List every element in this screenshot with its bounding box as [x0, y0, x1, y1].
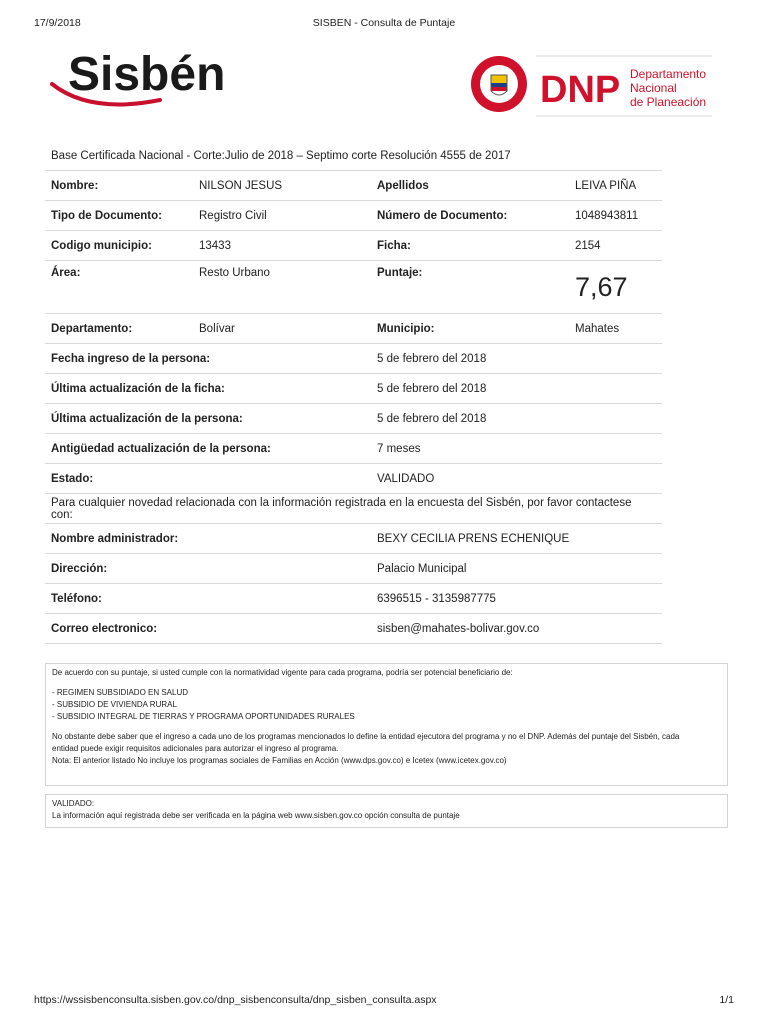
- area-puntaje-row: [45, 261, 662, 314]
- nombre-label: Nombre:: [45, 171, 193, 201]
- ficha-value: 2154: [569, 231, 662, 261]
- direccion-label: Dirección:: [45, 554, 371, 584]
- area-label: Área:: [45, 261, 193, 314]
- notice-item: - REGIMEN SUBSIDIADO EN SALUD: [52, 688, 189, 697]
- colombia-seal-icon: [471, 56, 527, 112]
- apellidos-value: LEIVA PIÑA: [569, 171, 662, 201]
- municipio-ficha-row: [45, 231, 662, 261]
- correo-value[interactable]: sisben@mahates-bolivar.gov.co: [371, 614, 662, 644]
- validado-text: La información aquí registrada debe ser verificada en la página web www.sisben.gov.co opción consulta de puntaje: [52, 811, 460, 820]
- municipio-label: Municipio:: [371, 314, 569, 344]
- validado-label: VALIDADO:: [52, 799, 95, 808]
- apellidos-label: Apellidos: [371, 171, 569, 201]
- admin-label: Nombre administrador:: [45, 524, 371, 554]
- antiguedad-label: Antigüedad actualización de la persona:: [45, 434, 371, 464]
- dnp-logo: [470, 55, 712, 117]
- base-title: Base Certificada Nacional - Corte:Julio de 2018 – Septimo corte Resolución 4555 de 2017: [45, 141, 662, 171]
- dnp-line3: de Planeación: [630, 95, 707, 109]
- nombre-value: NILSON JESUS: [193, 171, 371, 201]
- documento-row: [45, 201, 662, 231]
- direccion-value: Palacio Municipal: [371, 554, 662, 584]
- print-date: 17/9/2018: [34, 17, 81, 29]
- beneficiary-notice-box: [45, 663, 728, 786]
- notice-nota: Nota: El anterior listado No incluye los programas sociales de Familias en Acción (www.dps.gov.co) e Icetex (www.icetex.gov.co): [52, 756, 507, 765]
- act-persona-label: Última actualización de la persona:: [45, 404, 371, 434]
- sisben-logo-text: Sisbén: [68, 48, 226, 101]
- contact-intro: Para cualquier novedad relacionada con la información registrada en la encuesta del Sisbén, por favor contactese con:: [45, 494, 662, 524]
- fecha-ingreso-value: 5 de febrero del 2018: [371, 344, 662, 374]
- contact-intro-row: [45, 494, 662, 524]
- estado-row: [45, 464, 662, 494]
- base-title-row: [45, 141, 662, 171]
- num-doc-value: 1048943811: [569, 201, 662, 231]
- admin-row: [45, 524, 662, 554]
- estado-value: VALIDADO: [371, 464, 662, 494]
- notice-item: - SUBSIDIO INTEGRAL DE TIERRAS Y PROGRAMA OPORTUNIDADES RURALES: [52, 712, 355, 721]
- puntaje-score: 7,67: [575, 271, 628, 302]
- dnp-acronym: DNP: [540, 69, 621, 111]
- cod-municipio-value: 13433: [193, 231, 371, 261]
- cod-municipio-label: Codigo municipio:: [45, 231, 193, 261]
- municipio-value: Mahates: [569, 314, 662, 344]
- footer-page-count: 1/1: [719, 994, 734, 1006]
- departamento-value: Bolívar: [193, 314, 371, 344]
- puntaje-label: Puntaje:: [371, 261, 569, 314]
- num-doc-label: Número de Documento:: [371, 201, 569, 231]
- notice-item: - SUBSIDIO DE VIVIENDA RURAL: [52, 700, 177, 709]
- validado-box: [45, 794, 728, 828]
- fecha-ingreso-row: [45, 344, 662, 374]
- estado-label: Estado:: [45, 464, 371, 494]
- antiguedad-value: 7 meses: [371, 434, 662, 464]
- fecha-ingreso-label: Fecha ingreso de la persona:: [45, 344, 371, 374]
- direccion-row: [45, 554, 662, 584]
- telefono-label: Teléfono:: [45, 584, 371, 614]
- departamento-label: Departamento:: [45, 314, 193, 344]
- consulta-table: [45, 141, 662, 644]
- departamento-row: [45, 314, 662, 344]
- area-value: Resto Urbano: [193, 261, 371, 314]
- admin-value: BEXY CECILIA PRENS ECHENIQUE: [371, 524, 662, 554]
- act-ficha-value: 5 de febrero del 2018: [371, 374, 662, 404]
- notice-intro: De acuerdo con su puntaje, si usted cumple con la normatividad vigente para cada programa, podría ser potencial beneficiario de:: [52, 668, 513, 677]
- notice-para-line2: entidad puede exigir requisitos adicionales para autorizar el ingreso al programa.: [52, 744, 339, 753]
- act-persona-row: [45, 404, 662, 434]
- footer-url[interactable]: https://wssisbenconsulta.sisben.gov.co/dnp_sisbenconsulta/dnp_sisben_consulta.aspx: [34, 994, 437, 1006]
- antiguedad-row: [45, 434, 662, 464]
- telefono-row: [45, 584, 662, 614]
- correo-label: Correo electronico:: [45, 614, 371, 644]
- sisben-logo: [50, 44, 275, 110]
- telefono-value: 6396515 - 3135987775: [371, 584, 662, 614]
- act-ficha-label: Última actualización de la ficha:: [45, 374, 371, 404]
- correo-row: [45, 614, 662, 644]
- notice-para-line1: No obstante debe saber que el ingreso a cada uno de los programas mencionados lo define la entidad ejecutora del programa y no el DNP. Además del puntaje del Sisbén, cada: [52, 732, 680, 741]
- dnp-line2: Nacional: [630, 81, 677, 95]
- tipo-doc-value: Registro Civil: [193, 201, 371, 231]
- puntaje-value: [569, 261, 662, 314]
- dnp-line1: Departamento: [630, 67, 707, 81]
- ficha-label: Ficha:: [371, 231, 569, 261]
- print-title: SISBEN - Consulta de Puntaje: [312, 17, 456, 29]
- tipo-doc-label: Tipo de Documento:: [45, 201, 193, 231]
- nombre-row: [45, 171, 662, 201]
- print-header: [34, 17, 734, 31]
- act-persona-value: 5 de febrero del 2018: [371, 404, 662, 434]
- act-ficha-row: [45, 374, 662, 404]
